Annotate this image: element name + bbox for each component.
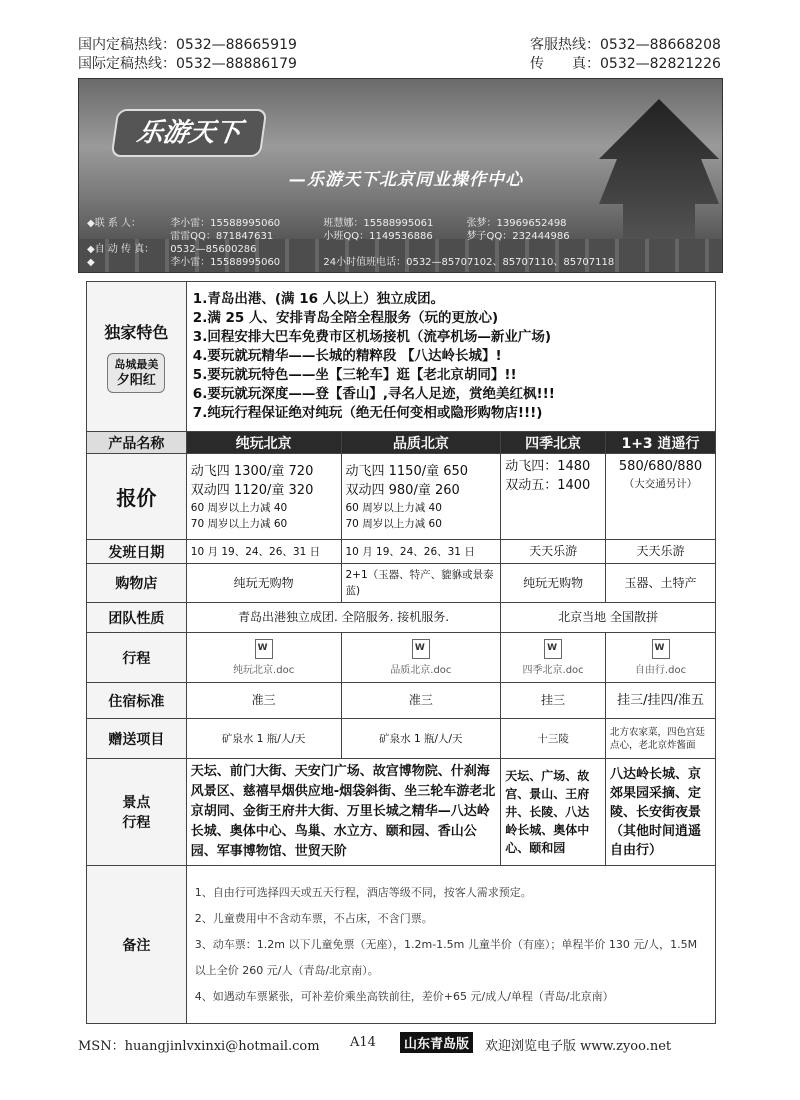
notes-row	[87, 866, 716, 1024]
price-line: 双动五：1400	[505, 478, 591, 493]
fax-line: 传 真：0532—82821226	[530, 56, 721, 72]
column-header: 产品名称	[87, 432, 187, 454]
hotel-cell: 挂三	[501, 683, 606, 719]
hotel-label: 住宿标准	[87, 683, 187, 719]
contact-value: 0532—85600286	[170, 244, 257, 255]
price-cell	[186, 454, 341, 540]
edition-brand: 山东青岛版	[400, 1032, 473, 1053]
shopping-row	[87, 564, 716, 603]
contact-value: 李小雷：15588995060	[170, 257, 281, 268]
notes-label: 备注	[87, 866, 187, 1024]
shopping-cell: 2+1（玉器、特产、貔貅或景泰蓝)	[341, 564, 501, 603]
msn-contact: MSN：huangjinlvxinxi@hotmail.com	[78, 1039, 320, 1054]
shopping-cell: 纯玩无购物	[501, 564, 606, 603]
feature-item: 3.回程安排大巴车免费市区机场接机（流亭机场—新业广场)	[192, 329, 551, 345]
sights-cell: 天坛、前门大街、天安门广场、故宫博物院、什刹海风景区、慈禧早烟供应地-烟袋斜街、坐三轮车游老北京胡同、金街王府井大街、万里长城之精华—八达岭长城、奥体中心、鸟巢、水立方、颐和园、香山公园、军事博物馆、世贸天阶	[186, 759, 500, 866]
contact-value: 张梦：13969652498	[466, 218, 567, 229]
price-line: 60 周岁以上力减 40	[190, 501, 288, 514]
feature-item: 5.要玩就玩特色——坐【三轮车】逛【老北京胡同】!!	[192, 367, 517, 383]
sights-label	[87, 759, 187, 866]
service-hotline: 客服热线：0532—88668208	[530, 37, 721, 53]
sunset-badge	[107, 353, 165, 393]
itinerary-doc-link[interactable]	[501, 633, 606, 683]
sights-row	[87, 759, 716, 866]
hotel-cell: 准三	[186, 683, 341, 719]
price-line: 580/680/880	[618, 459, 703, 474]
itinerary-row	[87, 633, 716, 683]
feature-item: 2.满 25 人、安排青岛全陪全程服务（玩的更放心)	[192, 310, 499, 326]
departure-cell: 天天乐游	[606, 540, 716, 564]
duty-phone: 24小时值班电话：0532—85707102、85707110、85707118	[323, 257, 615, 268]
departure-label: 发班日期	[87, 540, 187, 564]
itinerary-doc-link[interactable]	[606, 633, 716, 683]
shopping-cell: 纯玩无购物	[186, 564, 341, 603]
domestic-hotline: 国内定稿热线：0532—88665919	[78, 37, 297, 53]
contact-value: 雷雷QQ：871847631	[170, 231, 274, 242]
price-line: 70 周岁以上力减 60	[345, 517, 442, 530]
column-header: 纯玩北京	[186, 432, 341, 454]
shopping-label: 购物店	[87, 564, 187, 603]
badge-line: 岛城最美	[114, 358, 159, 371]
banner-slogan: —乐游天下北京同业操作中心	[289, 170, 523, 190]
hotel-cell: 挂三/挂四/准五	[606, 683, 716, 719]
itinerary-doc-link[interactable]	[341, 633, 501, 683]
contact-value: 班慧娜：15588995061	[323, 218, 434, 229]
departure-cell: 天天乐游	[501, 540, 606, 564]
features-list	[186, 282, 715, 432]
note-item: 3、动车票：1.2m 以下儿童免票（无座），1.2m-1.5m 儿童半价（有座）；单程半价 130 元/人，1.5M 以上全价 260 元/人（青岛/北京南）。	[194, 937, 698, 977]
price-row	[87, 454, 716, 540]
word-doc-icon	[255, 639, 273, 659]
brand-logo: 乐游天下	[111, 109, 268, 157]
note-item: 1、自由行可选择四天或五天行程，酒店等级不同，按客人需求预定。	[194, 885, 532, 899]
features-label-cell	[87, 282, 187, 432]
departure-cell: 10 月 19、24、26、31 日	[341, 540, 501, 564]
contact-row	[87, 256, 614, 269]
contact-value: 梦子QQ：232444986	[466, 231, 570, 242]
itinerary-doc-link[interactable]	[186, 633, 341, 683]
product-table	[86, 281, 716, 1024]
contact-block	[87, 217, 614, 269]
departure-cell: 10 月 19、24、26、31 日	[186, 540, 341, 564]
column-header: 品质北京	[341, 432, 501, 454]
hotel-row	[87, 683, 716, 719]
price-cell	[606, 454, 716, 540]
price-line: 60 周岁以上力减 40	[345, 501, 442, 514]
price-line: 70 周岁以上力减 60	[190, 517, 288, 530]
feature-item: 7.纯玩行程保证绝对纯玩（绝无任何变相或隐形购物店!!!)	[192, 405, 543, 421]
feature-item: 6.要玩就玩深度——登【香山】,寻名人足迹，赏绝美红枫!!!	[192, 386, 555, 402]
contact-label: ◆自 动 传 真：	[87, 244, 155, 255]
price-cell	[341, 454, 501, 540]
price-line: 双动四 1120/童 320	[190, 482, 314, 498]
contact-row	[87, 217, 614, 230]
shopping-cell: 玉器、土特产	[606, 564, 716, 603]
word-doc-icon	[544, 639, 562, 659]
contact-label: ◆	[87, 257, 95, 268]
word-doc-icon	[412, 639, 430, 659]
feature-item: 4.要玩就玩精华——长城的精粹段 【八达岭长城】!	[192, 348, 502, 364]
price-line: 动飞四 1150/童 650	[345, 463, 469, 479]
contact-value: 小班QQ：1149536886	[323, 231, 433, 242]
features-label: 独家特色	[104, 323, 169, 342]
column-header-row	[87, 432, 716, 454]
feature-item: 1.青岛出港、(满 16 人以上）独立成团。	[192, 291, 445, 307]
price-line: 双动四 980/童 260	[345, 482, 460, 498]
contact-label: ◆联 系 人：	[87, 218, 142, 229]
team-cell: 北京当地 全国散拼	[501, 603, 716, 633]
sights-label-line: 行程	[122, 815, 151, 831]
notes-cell	[186, 866, 715, 1024]
column-header: 四季北京	[501, 432, 606, 454]
itinerary-label: 行程	[87, 633, 187, 683]
tower-image	[599, 99, 719, 249]
doc-filename: 纯玩北京.doc	[233, 665, 295, 676]
sights-cell: 八达岭长城、京郊果园采摘、定陵、长安街夜景（其他时间逍遥自由行）	[606, 759, 716, 866]
price-line: 动飞四：1480	[505, 459, 591, 474]
note-item: 4、如遇动车票紧张，可补差价乘坐高铁前往，差价+65 元/成人/单程（青岛/北京南）	[194, 989, 614, 1003]
price-cell	[501, 454, 606, 540]
hotel-cell: 准三	[341, 683, 501, 719]
departure-row	[87, 540, 716, 564]
team-cell: 青岛出港独立成团. 全陪服务. 接机服务.	[186, 603, 500, 633]
column-header: 1+3 逍遥行	[606, 432, 716, 454]
sights-label-line: 景点	[122, 795, 151, 811]
contact-row	[87, 230, 614, 243]
gift-cell: 北方农家菜，四色宫廷点心，老北京炸酱面	[606, 719, 716, 759]
contact-value: 李小雷：15588995060	[170, 218, 281, 229]
gift-cell: 矿泉水 1 瓶/人/天	[186, 719, 341, 759]
footer-website[interactable]: 欢迎浏览电子版 www.zyoo.net	[485, 1039, 672, 1054]
gift-cell: 矿泉水 1 瓶/人/天	[341, 719, 501, 759]
doc-filename: 自由行.doc	[634, 665, 687, 676]
sights-cell: 天坛、广场、故宫、景山、王府井、长陵、八达岭长城、奥体中心、颐和园	[501, 759, 606, 866]
price-line: （大交通另计）	[623, 478, 698, 490]
contact-row	[87, 243, 614, 256]
team-label: 团队性质	[87, 603, 187, 633]
price-line: 动飞四 1300/童 720	[190, 463, 314, 479]
price-label: 报价	[87, 454, 187, 540]
gift-label: 赠送项目	[87, 719, 187, 759]
doc-filename: 品质北京.doc	[390, 665, 452, 676]
word-doc-icon	[652, 639, 670, 659]
page-number: A14	[350, 1035, 376, 1050]
note-item: 2、儿童费用中不含动车票，不占床，不含门票。	[194, 911, 433, 925]
gift-row	[87, 719, 716, 759]
gift-cell: 十三陵	[501, 719, 606, 759]
features-row	[87, 282, 716, 432]
team-row	[87, 603, 716, 633]
intl-hotline: 国际定稿热线：0532—88886179	[78, 56, 297, 72]
banner	[78, 78, 723, 273]
badge-line: 夕阳红	[116, 373, 156, 388]
doc-filename: 四季北京.doc	[522, 665, 584, 676]
